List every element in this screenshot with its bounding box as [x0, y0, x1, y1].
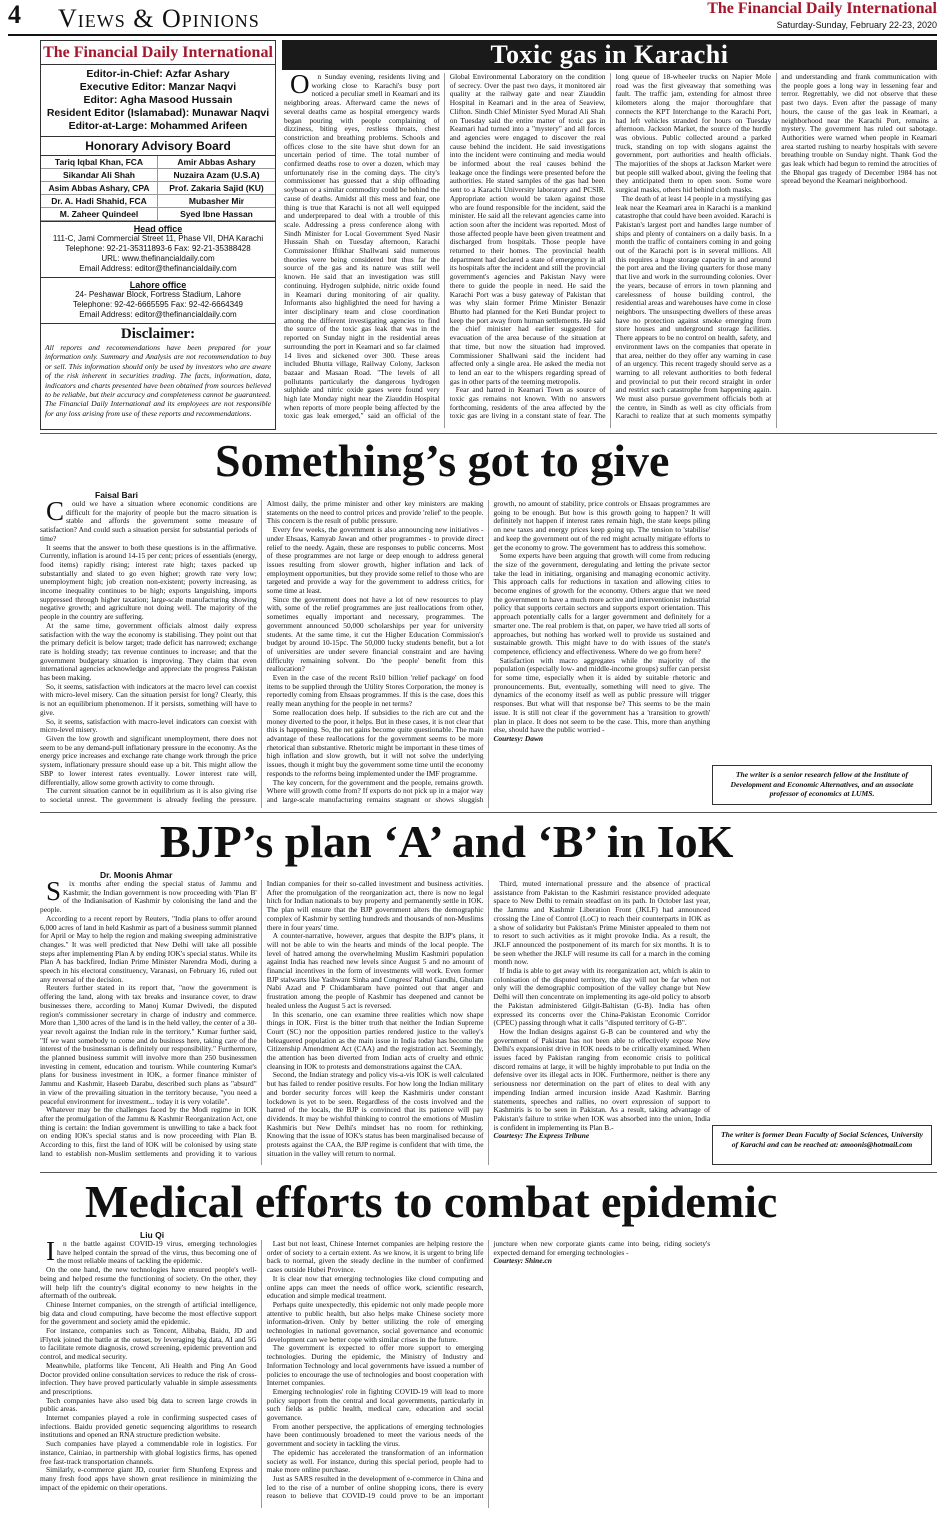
article-headline: Medical efforts to combat epidemic — [85, 1176, 778, 1227]
advisory-board-grid — [41, 156, 275, 222]
article-byline: Faisal Bari — [95, 490, 138, 500]
lahore-office-title: Lahore office — [129, 280, 187, 290]
section-divider — [40, 1172, 937, 1173]
article-paragraph: In this scenario, one can examine three realities which now shape things in IOK. First is the bitter truth that neither the Indian Supreme Court (SC) nor the opposition parties rendered justice to the valley's beleaguered population as the main issue in India today has become the Citizenship Amendment Act (CAA) and the registration act. Seemingly, the attention has been diverted from Indian acts of cruelty and ethnic cleansing in IOK to protests and demonstrations against the CAA. — [266, 1009, 484, 1071]
article-byline: Dr. Moonis Ahmar — [100, 870, 173, 880]
article-body — [40, 1236, 937, 1508]
editors-list — [41, 65, 275, 137]
article-paragraph: Emerging technologies' role in fighting COVID-19 will lead to more policy support from the central and local governments, particularly in such fields as public health, medical care, education and social governance. — [266, 1386, 484, 1423]
article-paragraph: Satisfaction with macro aggregates while the majority of the population (especially low- and middle-income groups) suffer can persist for some time, especially when it is aided by suitable rhetoric and pronouncements. But, eventually, something will need to give. The dynamics of the economy itself as well as public pressure will trigger responses. But what will that response be? This seems to be the main issue. It is still not clear if the government has a 'transition to growth' plan in place. It does not seem to be the case. This, more than anything else, should have the public worried - — [493, 655, 711, 735]
advisory-member: Sikandar Ali Shah — [41, 169, 158, 182]
article-paragraph: Perhaps quite unexpectedly, this epidemic not only made people more attentive to public health, but also helps make Chinese society more information-driven. Only by better utilizing the role of emerging technologies in national governance, social governance and economic development can we better cope with similar crises in the future. — [266, 1299, 484, 1344]
article-paragraph: It is clear now that emerging technologies like cloud computing and online apps can meet the needs of office work, scientific research, education and simple medical treatment. — [266, 1273, 484, 1301]
disclaimer-title: Disclaimer: — [120, 326, 196, 342]
article-paragraph: For instance, companies such as Tencent, Alibaba, Baidu, JD and iFlytek joined the battle at the outset, by leveraging big data, AI and 5G to facilitate remote diagnosis, crowd screening, epidemic prevention and control, and medical security. — [40, 1326, 257, 1362]
author-note: The writer is a senior research fellow at the Institute of Development and Economic Alternatives, and an associate professor of economics at LUMS. — [712, 765, 932, 805]
section-title: Views & Opinions — [58, 4, 260, 33]
article-headline: BJP’s plan ‘A’ and ‘B’ in IoK — [160, 816, 734, 867]
article-paragraph: Some reallocation does help. If subsidies to the rich are cut and the money diverted to the poor, it helps. But in these cases, it is not clear that this is happening. So, the net gains become quite questionable. The main advantage of these reallocations for the government seems to be more rhetorical than substantive. Rhetoric might be important in these times of high inflation and slow growth, but it will not solve the underlying issues, though it might buy the government some time until the economy responds to the reforms being implemented under the IMF programme. — [266, 707, 484, 778]
article-paragraph: Six months after ending the special status of Jammu and Kashmir, the Indian government is now proceeding with 'Plan B' of the Indianisation of Kashmir by colonising the land and the people. — [40, 876, 257, 915]
page-masthead — [8, 0, 937, 34]
issue-date: Saturday-Sunday, February 22-23, 2020 — [776, 20, 937, 30]
article-paragraph: Whatever may be the challenges faced by the Modi regime in IOK after the promulgation of the Jammu & Kashmir Reorganization Act, one thing is certain: the Indian government is unwilling to take a back foot on ending IOK's special status and is now proceeding with Plan B. According to this, first the land of IOK will be colonised by using state land to establish non-Muslim settlements and providing it to various Indian companies for their so-called investment and business activities. After the promulgation of the reorganization act, there is now no legal hitch for Indian nationals to buy property and permanently settle in IOK. The plan will ensure that the BJP government alters the demographic complex of Kashmir by settling hundreds and thousands of non-Muslims there in four years' time. — [40, 879, 484, 1158]
office-line: Telephone: 92-21-35311893-6 Fax: 92-21-35388428 — [65, 244, 251, 253]
article-body — [40, 496, 937, 808]
masthead-divider — [8, 34, 937, 36]
editor-line: Editor-in-Chief: Azfar Ashary — [86, 68, 230, 80]
advisory-member: Prof. Zakaria Sajid (KU) — [158, 182, 275, 195]
article-paragraph: So, it seems, satisfaction with indicators at the macro level can coexist with micro-level misery. Can the situation persist for long? Clearly, this is not an equilibrium phenomenon. If it persists, something will have to give. — [40, 681, 257, 717]
article-paragraph: So, it seems, satisfaction with macro-level indicators can coexist with micro-level misery. — [40, 716, 257, 735]
article-paragraph: At the same time, government officials almost daily express satisfaction with the way the economy is stabilising. They point out that the primary deficit is below target; trade deficit has narrowed; exchange rate is holding steady; tax revenue continues to increase; and that the government budgetary situation is improving. They claim that even international agencies acknowledge and appreciate the progress Pakistan has been making. — [40, 620, 257, 683]
office-line: 111-C, Jami Commercial Street 11, Phase VII, DHA Karachi — [52, 234, 264, 243]
advisory-member: Syed Ibne Hassan — [158, 208, 275, 221]
office-url: URL: www.thefinancialdaily.com — [101, 254, 215, 263]
article-paragraph: The key concern, for the government and the people, remains growth. Where will growth come from? If exports do not pick up in a major way and large-scale manufacturing remains stagnant or shows sluggish growth, no amount of stability, price controls or Ehsaas programmes are going to be enough. But how is this growth going to happen? It will definitely not happen if interest rates remain high, the state keeps piling on new taxes and energy prices keep going up. The tension to 'stabilise' and keep the government out of the red might actually mitigate efforts to get the economy to grow. The government has to address this somehow. — [266, 499, 711, 804]
article-paragraph: The current situation cannot be in equilibrium as it is also giving rise to societal unrest. The government is already feeling the pressure. Almost daily, the prime minister and other key ministers are making statements on the need to control prices and provide 'relief' to the people. This concern is the result of public pressure. — [40, 499, 484, 804]
office-line: 24- Peshawar Block, Fortress Stadium, Lahore — [75, 290, 241, 299]
advisory-member: M. Zaheer Quindeel — [41, 208, 158, 221]
author-note: The writer is former Dean Faculty of Social Sciences, University of Karachi and can be reached at: amoonis@hotmail.com — [712, 1125, 932, 1165]
editorial-info-box — [40, 40, 276, 430]
article-paragraph: If India is able to get away with its reorganization act, which is akin to colonisation of the disputed territory, the day will not be far when not only will the demographic composition of the valley change but New Delhi will then concentrate on implementing its age-old policy to absorb the Pakistan administered Gilgit-Baltistan (G-B). India has often expressed its concerns over the China-Pakistan Economic Corridor (CPEC) passing through what it calls "disputed territory of G-B". — [493, 966, 711, 1028]
article-paragraph: Every few weeks, the government is also announcing new initiatives - under Ehsaas, Kamyab Jawan and other programmes - to provide direct relief to the needy. Again, these are responses to public concerns. Most of these programmes are not large or deep enough to address general issues resulting from slower growth, higher inflation and lack of employment opportunities, but they provide some relief to those who are targeted and provide a way for the government to address critics, for some time at least. — [266, 525, 484, 596]
article-paragraph: Some experts have been arguing that growth will come from reducing the size of the government, deregulating and letting the private sector take the lead in initiating, organising and managing economic activity. This approach calls for reductions in taxation and allowing cities to become engines of growth for the economy. Others argue that we need the government to have a much more active and interventionist industrial policy that supports certain sectors and supports export orientation. This approach potentially calls for a larger government and definitely for a smarter one. The real problem is that, on paper, we have tried all sorts of approaches, but nothing has worked well to provide us sustained and sustainable growth. This might have to do with issues of the state's competence, efficiency and effectiveness. Where do we go from here? — [493, 551, 711, 656]
article-paragraph: In the battle against COVID-19 virus, emerging technologies have helped contain the spread of the virus, thus becoming one of the most reliable means of tackling the epidemic. — [46, 1236, 257, 1266]
head-office-block — [41, 222, 275, 278]
editor-line: Editor: Agha Masood Hussain — [83, 94, 233, 106]
article-paragraph: Just as SARS resulted in the development of e-commerce in China and led to the rise of a number of online shopping icons, there is every reason to believe that COVID-19 could prove to be an important juncture when new corporate giants came into being, riding society's expected demand for emerging technologies - — [266, 1239, 711, 1501]
page-number: 4 — [8, 0, 21, 29]
advisory-member: Tariq Iqbal Khan, FCA — [41, 156, 158, 169]
article-paragraph: Since the government does not have a lot of new resources to play with, some of the relief programmes are just reallocations from other, sometimes equally important and necessary, programmes. The government announced 50,000 scholarships per year for university students. At the same time, it cut the Higher Education Commission's budget by around 10-15pc. The 50,000 lucky students benefit, but a lot of universities are under severe financial constraint and are having difficulty remaining solvent. Do 'the people' benefit from this reallocation? — [266, 594, 484, 674]
advisory-member: Mubasher Mir — [158, 195, 275, 208]
article-byline: Liu Qi — [140, 1230, 165, 1240]
article-paragraph: Meanwhile, platforms like Tencent, Ali Health and Ping An Good Doctor provided online consultation services to reduce the risk of cross-infection. They have proved particularly valuable in simple assessments and prescriptions. — [40, 1360, 257, 1396]
article-paragraph: Reuters further stated in its report that, "now the government is offering the land, along with tax breaks and insurance cover, to draw businesses there, according to Manoj Kumar Dwivedi, the disputed region's commissioner secretary in charge of industry and commerce. More than 1,300 acres of the land is in the held valley, the center of a 30-year revolt against the Indian rule in the territory." Kumar further said, "If we want somebody to come and do business here, taking care of the interest of the businessman is definitely our responsibility." Furthermore, the planned business summit will involve more than 250 businessmen investing in cement, education and tourism. While countering Kumar's plans for business investment in IOK, a former finance minister of Jammu and Kashmir, Haseeb Darabu, described such plans as "absurd" in view of the prevailing situation in the territory because, "you need a peaceful environment for investment... today it is very volatile". — [40, 983, 257, 1106]
article-paragraph: Similarly, e-commerce giant JD, courier firm Shunfeng Express and many fresh food apps have shown great resilience in minimizing the impact of the epidemic on their operations. — [40, 1465, 257, 1492]
article-paragraph: Such companies have played a commendable role in logistics. For instance, Cainiao, in partnership with global logistics firms, has opened free fast-track transportation channels. — [40, 1439, 257, 1466]
article-paragraph: Even in the case of the recent Rs10 billion 'relief package' on food items to be supplied through the Utility Stores Corporation, the money is reportedly coming from Ehsaas programmes. If this is the case, does this really mean anything for the people in net terms? — [266, 673, 484, 709]
article-credit: Courtesy: Dawn — [493, 733, 543, 743]
article-paragraph: The epidemic has accelerated the transformation of an information society as well. For instance, during this special period, people had to make more online purchase. — [266, 1447, 484, 1475]
article-paragraph: It seems that the answer to both these questions is in the affirmative. Currently, inflation is around 14-15 per cent; prices of essentials (energy, food items) rapidly rising; interest rate high; taxes packed up substantially and slated to go even higher; growth rate very low; unemployment high; job creation non-existent; poverty increasing, as income inequality continues to be high; exports languishing, imports suppressed through higher taxation; large-scale manufacturing showing negative growth; and agriculture not doing well. The majority of the people in the country are suffering. — [40, 542, 257, 622]
editor-line: Resident Editor (Islamabad): Munawar Naqvi — [46, 107, 270, 119]
article-paragraph: Fear and hatred in Keamari Town as source of toxic gas remains not known. With no answers forthcoming, residents of the area affected by the toxic gas are living in a constant state of fear. The long queue of 18-wheeler trucks on Napier Mole road was the first giveaway that something was fault. The traffic jam, extending for almost three kilometers along the major thoroughfare that connects the KPT Interchange to the Karachi Port, had left vehicles stranded for hours on Tuesday afternoon. Jackson Market, the source of the hurdle was obvious. Public collected around a parked truck, standing on top with slogans against the government, port authorities and health officials. The majorities of the shops at Jackson Market were but people still walked about, giving the feeling that they anticipated them to open soon. Some wore surgical masks, others hid behind cloth masks. — [449, 72, 772, 421]
article-paragraph: From another perspective, the applications of emerging technologies have been continuously broadened to meet the various needs of the government and society in tackling the virus. — [266, 1421, 484, 1449]
advisory-board-title: Honorary Advisory Board — [41, 137, 275, 156]
article-paragraph: The government is expected to offer more support to emerging technologies. During the epidemic, the Ministry of Industry and Information Technology and local governments have issued a number of policies to encourage the use of technologies and boost cooperation with Internet companies. — [266, 1343, 484, 1388]
article-paragraph: Last but not least, Chinese Internet companies are helping restore the order of society to a certain extent. As we know, it is urgent to bring life back to normal, given the steady decline in the number of confirmed cases outside Hubei Province. — [266, 1239, 484, 1275]
article-headline: Something’s got to give — [215, 435, 670, 486]
paper-name: The Financial Daily International — [707, 0, 937, 17]
article-paragraph: Second, the Indian strategy and policy vis-a-vis IOK is well calculated but has failed to render positive results. For how long the Indian military and border security forces will keep the Kashmiris under constant lockdown is yet to be seen. Regardless of the costs involved and the hatred of the locals, the BJP is convinced that its patience will pay dividends. It may be wishful thinking to control the emotions of Muslim Kashmiris but New Delhi's mindset has no room for rethinking. Knowing that the issue of IOK's status has been marginalised because of protests against the CAA, the BJP regime is confident that with time, the situation in the valley will return to normal. — [266, 1070, 484, 1158]
article-paragraph: How the Indian designs against G-B can be countered and why the government of Pakistan has not been able to effectively expose New Delhi's expansionist drive in IOK needs to be critically examined. When issues faced by Pakistan ranging from economic crisis to political discord remains at large, it will be highly improbable to put India on the defensive over its illegal acts in IOK. Furthermore, neither is there any seriousness nor determination on the part of elites to deal with any impending Indian armed incursion inside Azad Kashmir. Barring statements, speeches and rallies, no overt expression of support to Kashmiris is to be seen in Pakistan. As a result, taking advantage of Pakistan's failure to strike when IOK was absorbed into the union, India is confident in implementing its Plan B.- — [493, 1026, 711, 1132]
infobox-paper-name: The Financial Daily International — [41, 41, 275, 65]
advisory-member: Asim Abbas Ashary, CPA — [41, 182, 158, 195]
advisory-member: Dr. A. Hadi Shahid, FCA — [41, 195, 158, 208]
article-paragraph: Internet companies played a role in confirming suspected cases of infections. Baidu provided genetic sequencing algorithms to research institutions and opened an RNA structure prediction website. — [40, 1413, 257, 1440]
office-email: Email Address: editor@thefinancialdaily.com — [79, 264, 237, 273]
editor-line: Executive Editor: Manzar Naqvi — [79, 81, 237, 93]
office-line: Telephone: 92-42-6665595 Fax: 92-42-6664349 — [73, 300, 243, 309]
article-paragraph: The death of at least 14 people in a mystifying gas leak near the Keamari area in Karachi is a mankind catastrophe that could have been avoided. Karachi is Pakistan's largest port and handles large number of ships and plenty of containers on a daily basis. In a month the traffic of containers coming in and going out of the Karachi port is in several millions. All this requires a huge storage capacity in and around the port area and the living quarters for those many that live and work in the surrounding colonies. Over the years, because of errors in town planning and carelessness of house building control, the residential areas and warehouses have come in close neighbors. The unsuspecting dwellers of these areas have no protection against smoke emerging from store houses and underground storage facilities. There appears to be no control on health, safety, and environment laws on the companies that operate in that area, neither do they offer any warning in case of an urgency. This recent tragedy should serve as a warning to all relevant authorities to both federal and provincial to put their record straight in order and restrict such catastrophe from happening again. We must also pursue government officials both at the centre, in Sindh as well as city officials from Karachi to realize that at such moments sympathy and understanding and frank communication with the people goes a long way in lessening fear and terror. Regrettably, we did not observe that these past two days. Even after the passage of many hours, the cause of the gas leak in Keamari, a neighborhood near the Karachi Port, remains a mystery. The government has ruled out sabotage. Authorities were warned when people in Keamari area started rushing to nearby hospitals with severe breathing trouble on Sunday night. Thank God the gas leak which had begun to remind the atrocities of the Bhopal gas tragedy of December 1984 has not spread beyond the Keamari neighborhood. — [615, 72, 937, 421]
section-divider — [40, 812, 937, 813]
editorial-headline: Toxic gas in Karachi — [282, 40, 937, 70]
lahore-office-block — [41, 278, 275, 324]
article-credit: Courtesy: Shine.cn — [493, 1256, 552, 1266]
office-email: Email Address: editor@thefinancialdaily.com — [79, 310, 237, 319]
editorial-body — [284, 69, 937, 428]
article-paragraph: Given the low growth and significant unemployment, there does not seem to be any demand-pull inflationary pressure in the economy. As the energy price increases and exchange rate change work through the price system, inflationary pressure should ease up a bit. This might allow the SBP to lower interest rates eventually. Lower interest rate will, differentially, allow some growth activity to come through. — [40, 733, 257, 787]
article-paragraph: Chinese Internet companies, on the strength of artificial intelligence, big data and cloud computing, have become the most effective support for the government and society amid the epidemic. — [40, 1299, 257, 1327]
article-paragraph: Could we have a situation where economic conditions are difficult for the majority of people but the macro situation is stable and affords the government some measure of satisfaction? And could such a situation persist for substantial periods of time? — [40, 496, 257, 543]
article-paragraph: Third, muted international pressure and the absence of practical assistance from Pakistan to the Kashmiri resistance provided adequate space to New Delhi to remain steadfast on its path. In October last year, the Jammu and Kashmir Liberation Front (JKLF) had announced crossing the Line of Control (LoC) to reach their counterparts in IOK as a show of solidarity but Pakistan's Prime Minister appealed to them not to resort to such activities as it might provoke India. As a result, the JKLF announced the postponement of its march for six months. It is to be seen whether the JKLF will resume its call for a march in the coming month now. — [493, 879, 711, 967]
article-body — [40, 876, 937, 1165]
article-paragraph: On the one hand, the new technologies have ensured people's well-being and helped resume the functioning of society. On the other, they will help lift the country's digital economy to new heights in the aftermath of the outbreak. — [40, 1265, 257, 1301]
disclaimer-text: All reports and recommendations have been prepared for your information only. Summary and Analysis are not recommendation to buy or sell. This information should only be used by investors who are aware of the risk inherent in securities trading. The facts, information, data, indicators and charts presented have been obtained from sources believed to be reliable, but their accuracy and completeness cannot be guaranteed. The Financial Daily International and its employees are not responsible for any loss arising from use of these reports and recommendations. — [45, 343, 271, 418]
article-paragraph: Tech companies have also used big data to screen large crowds in public areas. — [40, 1395, 257, 1414]
article-paragraph: A counter-narrative, however, argues that despite the BJP's plans, it will not be able to win the hearts and minds of the local people. The level of hatred among the overwhelming Muslim Kashmiri population against India has reached new levels since August 5 and no amount of financial incentives in the form of investments will work. Even former BJP stalwarts like Yashwant Sinha and Congress' Rahul Gandhi, Ghulam Nabi Azad and P Chidambaram have pointed out that anger and frustration among the people of Kashmir has deepened and cannot be healed unless the August 5 act is reversed. — [266, 931, 484, 1010]
head-office-title: Head office — [133, 224, 183, 234]
article-paragraph: On Sunday evening, residents living and working close to Karachi's busy port noticed a peculiar smell in Keamari and its neighboring areas. Afterward came the news of several deaths came as hospital emergency wards began pouring with people complaining of dizziness, biting eyes, restless throats, chest constriction and breathing problems. Schools and offices close to the site have shut down for an uncertain period of time. The total number of confirmed deaths rose to over a dozen, which may unfortunately rise in the coming days. The city's commissioner has guessed that a ship offloading soybean or a similar commodity could be behind the cause of deaths. Amidst all this mess and fear, one thing is true that Karachi is not all well equipped and underprepared to deal with a trouble of this scale. Addressing a press conference along with Sindh Minister for Local Government Syed Nasir Hussain Shah on Tuesday afternoon, Karachi Commissioner Iftikhar Shallwani said numerous theories were being considered but thus far the source of the gas and its nature was still well known. He said that an investigation was still continuing. Hydrogen sulphide, nitric oxide found in Keamari during monitoring of air quality. Informants also highlighted the need for having a inter disciplinary team and close coordination among the different investigating agencies to find the source of the toxic gas leak that was in the reported on Sunday night in the residential areas surrounding the port in Keamari and so far claimed 14 lives and sickened over 300. These areas included Bhutta village, Railway Colony, Jackson bazaar and Masaan Road. "The levels of all pollutants particularly the dangerous hydrogen sulphide and nitric oxide gases were found very high late Monday night near the Ziauddin Hospital when reports of more people being affected by the toxic gas leak emerged," said an official of the Global Environmental Laboratory on the condition of secrecy. Over the past two days, it monitored air quality at the railway gate and near Ziauddin Hospital in Keamari and in the area of Seaview, Clifton. Sindh Chief Minister Syed Murad Ali Shah on Tuesday said the entire matter of toxic gas in Keamari had turned into a "mystery" and all forces and agencies were engaged to discover the real cause behind the incident. He said investigations into the incident were continuing and media would be informed about the real causes behind the leakage once the findings were presented before the authorities. He stated samples of the gas had been sent to a Karachi University laboratory and PCSIR. Appropriate action would be taken against those who are found responsible for the incident, said the minister. He said all the relevant agencies came into action soon after the incident was reported. Most of those affected people have been given treatment and discharged from hospitals. Those people have returned to their homes. The provincial health department had declared a state of emergency in all its hospitals after the incident and still the provincial government's agencies and Pakistan Navy were there to guide the people in need. He said the Karachi Port was a busy gateway of Pakistan that was why slain former Prime Minister Benazir Bhutto had planned for the Keti Bundar project to keep the port away from human settlements. He said the chief minister had earlier suggested for evacuation of the area because of the situation at that time, but now the situation had improved. Commissioner Shallwani said the incident had affected only a single area. He asked the media not to lend an ear to the whispers regarding spread of gas in other parts of the teeming metropolis. — [284, 69, 606, 421]
editor-line: Editor-at-Large: Mohammed Arifeen — [68, 120, 248, 132]
article-credit: Courtesy: The Express Tribune — [493, 1131, 590, 1141]
advisory-member: Amir Abbas Ashary — [158, 156, 275, 169]
advisory-member: Nuzaira Azam (U.S.A) — [158, 169, 275, 182]
article-paragraph: According to a recent report by Reuters, "India plans to offer around 6,000 acres of land in held Kashmir as part of a business summit planned for April or May to help the region and making sweeping administrative changes." It was well predicted that New Delhi will take all possible steps after implementing Plan A by ending IOK's special status. While its Plan A has backfired, Indian Prime Minister Narendra Modi, during a speech in his electoral constituency, Varanasi, on February 16, ruled out any reversal of the decision. — [40, 913, 257, 984]
